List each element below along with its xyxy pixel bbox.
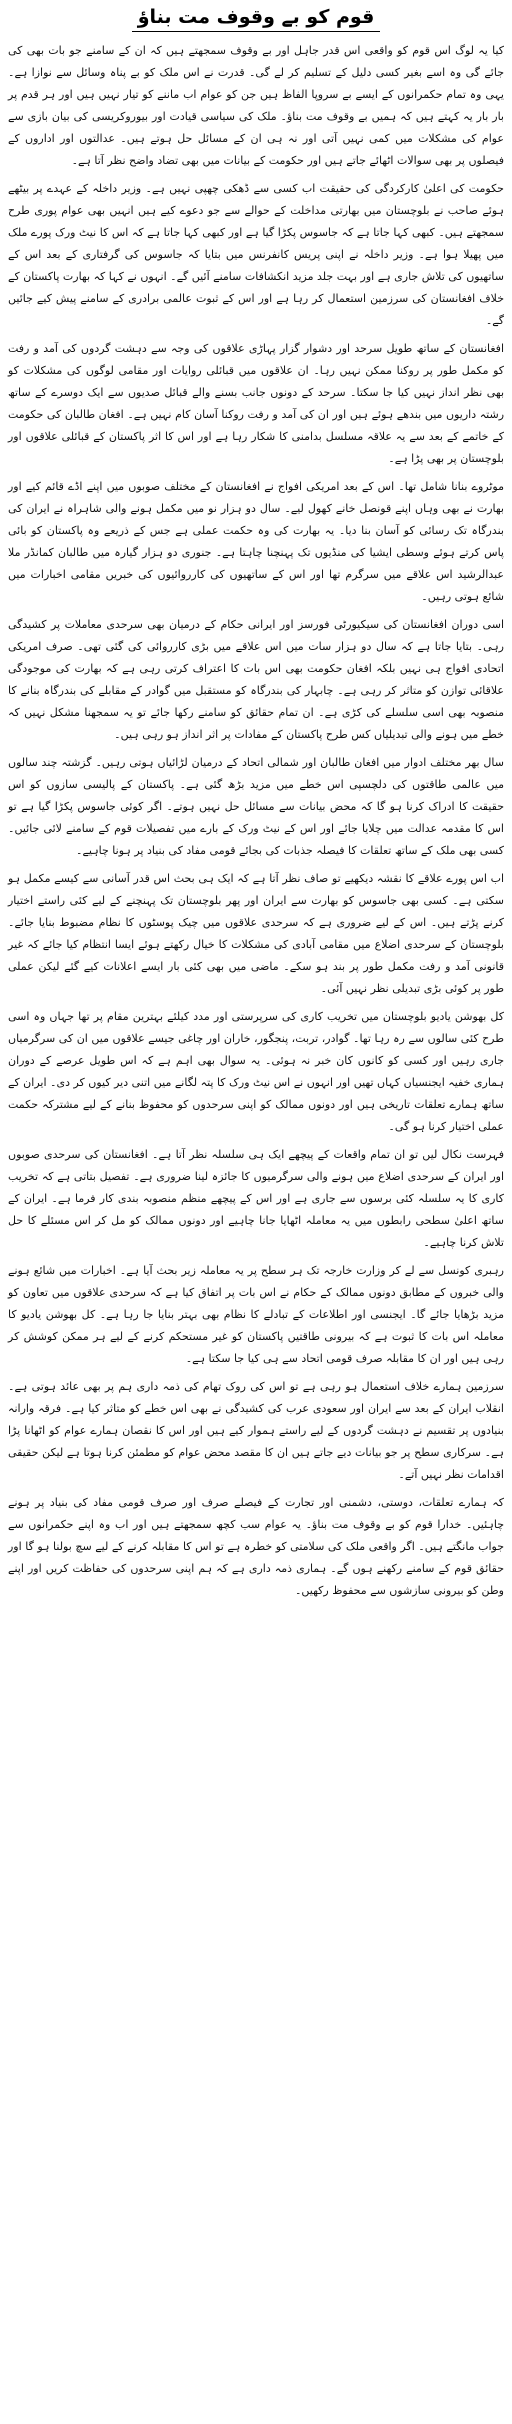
article-body (8, 40, 504, 1602)
article-paragraph: فہرست نکال لیں تو ان تمام واقعات کے پیچھے ایک ہی سلسلہ نظر آتا ہے۔ افغانستان کی سرحدی صوبوں اور ایران کے سرحدی اضلاع میں ہونے والی سرگرمیوں کا جائزہ لینا ضروری ہے۔ تفصیل بتاتی ہے کہ تخریب کاری کا یہ سلسلہ کئی برسوں سے جاری ہے اور اس کے پیچھے منظم منصوبہ بندی کار فرما ہے۔ ایران کے ساتھ اعلیٰ سطحی رابطوں میں یہ معاملہ اٹھایا جانا چاہیے اور دونوں ممالک کو مل کر اس مسئلے کا حل تلاش کرنا چاہیے۔ (8, 1148, 504, 1249)
article-paragraph: اسی دوران افغانستان کی سیکیورٹی فورسز اور ایرانی حکام کے درمیان بھی سرحدی معاملات پر کشیدگی رہی۔ بتایا جاتا ہے کہ سال دو ہزار سات میں اس علاقے میں بڑی کارروائی کی گئی تھی۔ صرف امریکی اتحادی افواج ہی نہیں بلکہ افغان حکومت بھی اس بات کا اعتراف کرتی رہی ہے کہ بھارت کی موجودگی علاقائی توازن کو متاثر کر رہی ہے۔ چابہار کی بندرگاہ کو مستقبل میں گوادر کے مقابلے کی بندرگاہ بنانے کا منصوبہ بھی اسی سلسلے کی کڑی ہے۔ ان تمام حقائق کو سامنے رکھا جائے تو یہ سمجھنا مشکل نہیں کہ خطے میں ہونے والی تبدیلیاں کس طرح پاکستان کے مفادات پر اثر انداز ہو رہی ہیں۔ (8, 618, 504, 741)
article-paragraph: حکومت کی اعلیٰ کارکردگی کی حقیقت اب کسی سے ڈھکی چھپی نہیں ہے۔ وزیر داخلہ کے عہدے پر بیٹھے ہوئے صاحب نے بلوچستان میں بھارتی مداخلت کے حوالے سے جو دعوے کیے ہیں انہیں بھی عوام پوری طرح سمجھتے ہیں۔ کبھی کہا جاتا ہے کہ جاسوس پکڑا گیا ہے اور کبھی کہا جاتا ہے کہ اس کا نیٹ ورک پورے ملک میں پھیلا ہوا ہے۔ وزیر داخلہ نے اپنی پریس کانفرنس میں بتایا کہ جاسوس کی گرفتاری کے بعد اس کے ساتھیوں کی تلاش جاری ہے اور بہت جلد مزید انکشافات سامنے آئیں گے۔ انہوں نے کہا کہ بھارت پاکستان کے خلاف افغانستان کی سرزمین استعمال کر رہا ہے اور اس کے ثبوت عالمی برادری کے سامنے پیش کیے جائیں گے۔ (8, 182, 504, 327)
article-paragraph: افغانستان کے ساتھ طویل سرحد اور دشوار گزار پہاڑی علاقوں کی وجہ سے دہشت گردوں کی آمد و رفت کو مکمل طور پر روکنا ممکن نہیں رہا۔ ان علاقوں میں قبائلی روایات اور مقامی لوگوں کی مشکلات کو بھی نظر انداز نہیں کیا جا سکتا۔ سرحد کے دونوں جانب بسنے والے قبائل صدیوں سے ایک دوسرے کے ساتھ رشتہ داریوں میں بندھے ہوئے ہیں اور ان کی آمد و رفت روکنا آسان کام نہیں ہے۔ افغان طالبان کی حکومت کے خاتمے کے بعد سے یہ علاقہ مسلسل بدامنی کا شکار رہا ہے اور اس کا اثر پاکستان کے قبائلی علاقوں اور بلوچستان پر بھی پڑا ہے۔ (8, 342, 504, 465)
article-paragraph: سال بھر مختلف ادوار میں افغان طالبان اور شمالی اتحاد کے درمیان لڑائیاں ہوتی رہیں۔ گزشتہ چند سالوں میں عالمی طاقتوں کی دلچسپی اس خطے میں مزید بڑھ گئی ہے۔ پاکستان کے پالیسی سازوں کو اس حقیقت کا ادراک کرنا ہو گا کہ محض بیانات سے مسائل حل نہیں ہوتے۔ اگر کوئی جاسوس پکڑا گیا ہے تو اس کا مقدمہ عدالت میں چلایا جائے اور اس کے نیٹ ورک کے بارے میں تفصیلات قوم کے سامنے لائی جائیں۔ کسی بھی ملک کے ساتھ تعلقات کا فیصلہ جذبات کی بجائے قومی مفاد کی بنیاد پر ہونا چاہیے۔ (8, 756, 504, 857)
article-paragraph: کل بھوشن یادیو بلوچستان میں تخریب کاری کی سرپرستی اور مدد کیلئے بہترین مقام پر تھا جہاں وہ اسی طرح کئی سالوں سے رہ رہا تھا۔ گوادر، تربت، پنجگور، خاران اور چاغی جیسے علاقوں میں ان کی سرگرمیاں جاری رہیں اور کسی کو کانوں کان خبر نہ ہوئی۔ یہ سوال بھی اہم ہے کہ اس طویل عرصے کے دوران ہماری خفیہ ایجنسیاں کہاں تھیں اور انہوں نے اس نیٹ ورک کا پتہ لگانے میں اتنی دیر کیوں کر دی۔ ایران کے ساتھ ہمارے تعلقات تاریخی ہیں اور دونوں ممالک کو اپنی سرحدوں کو محفوظ بنانے کے لیے مشترکہ حکمت عملی اختیار کرنا ہو گی۔ (8, 1010, 504, 1133)
headline-wrap (8, 6, 504, 32)
headline: قوم کو بے وقوف مت بناؤ (132, 6, 381, 32)
article-paragraph: اب اس پورے علاقے کا نقشہ دیکھیے تو صاف نظر آتا ہے کہ ایک ہی بحث اس قدر آسانی سے کیسے مکمل ہو سکتی ہے۔ کسی بھی جاسوس کو بھارت سے ایران اور پھر بلوچستان تک پہنچنے کے لیے کئی راستے اختیار کرنے پڑتے ہیں۔ اس کے لیے ضروری ہے کہ سرحدی علاقوں میں چیک پوسٹوں کا نظام مضبوط بنایا جائے۔ بلوچستان کے سرحدی اضلاع میں مقامی آبادی کی مشکلات کا خیال رکھتے ہوئے ایسا انتظام کیا جائے کہ غیر قانونی آمد و رفت مکمل طور پر بند ہو سکے۔ ماضی میں بھی کئی بار ایسے اعلانات کیے گئے لیکن عملی طور پر کوئی بڑی تبدیلی نظر نہیں آئی۔ (8, 872, 504, 995)
article-paragraph: رہبری کونسل سے لے کر وزارت خارجہ تک ہر سطح پر یہ معاملہ زیر بحث آیا ہے۔ اخبارات میں شائع ہونے والی خبروں کے مطابق دونوں ممالک کے حکام نے اس بات پر اتفاق کیا ہے کہ سرحدی علاقوں میں تعاون کو مزید بڑھایا جائے گا۔ ایجنسی اور اطلاعات کے تبادلے کا نظام بھی بہتر بنایا جا رہا ہے۔ کل بھوشن یادیو کا معاملہ اس بات کا ثبوت ہے کہ بیرونی طاقتیں پاکستان کو غیر مستحکم کرنے کے لیے ہر ممکن کوشش کر رہی ہیں اور ان کا مقابلہ صرف قومی اتحاد سے ہی کیا جا سکتا ہے۔ (8, 1264, 504, 1365)
article-paragraph: سرزمین ہمارے خلاف استعمال ہو رہی ہے تو اس کی روک تھام کی ذمہ داری ہم پر بھی عائد ہوتی ہے۔ انقلاب ایران کے بعد سے ایران اور سعودی عرب کی کشیدگی نے بھی اس خطے کو متاثر کیا ہے۔ فرقہ وارانہ بنیادوں پر تقسیم نے دہشت گردوں کے لیے راستے ہموار کیے ہیں اور اس کا نقصان ہمارے عوام کو اٹھانا پڑا ہے۔ سرکاری سطح پر جو بیانات دیے جاتے ہیں ان کا مقصد محض عوام کو مطمئن کرنا ہوتا ہے لیکن حقیقی اقدامات نظر نہیں آتے۔ (8, 1380, 504, 1481)
article-paragraph: کہ ہمارے تعلقات، دوستی، دشمنی اور تجارت کے فیصلے صرف اور صرف قومی مفاد کی بنیاد پر ہونے چاہئیں۔ خدارا قوم کو بے وقوف مت بناؤ۔ یہ عوام سب کچھ سمجھتے ہیں اور اب وہ اپنے حکمرانوں سے جواب مانگتے ہیں۔ اگر واقعی ملک کی سلامتی کو خطرہ ہے تو اس کا مقابلہ کرنے کے لیے سچ بولنا ہو گا اور حقائق قوم کے سامنے رکھنے ہوں گے۔ ہماری ذمہ داری ہے کہ ہم اپنی سرحدوں کی حفاظت کریں اور اپنے وطن کو بیرونی سازشوں سے محفوظ رکھیں۔ (8, 1496, 504, 1597)
article-paragraph: کیا یہ لوگ اس قوم کو واقعی اس قدر جاہل اور بے وقوف سمجھتے ہیں کہ ان کے سامنے جو بات بھی کی جائے گی وہ اسے بغیر کسی دلیل کے تسلیم کر لے گی۔ قدرت نے اس ملک کو بے پناہ وسائل سے نوازا ہے۔ یہی وہ تمام حکمرانوں کے ایسے بے سروپا الفاظ ہیں جن کو عوام اب ماننے کو تیار نہیں ہیں اور ہر قدم پر بار بار یہ کہتے ہیں کہ ہمیں بے وقوف مت بناؤ۔ ملک کی سیاسی قیادت اور بیوروکریسی کی بیان بازی سے عوام کی مشکلات میں کمی نہیں آتی اور نہ ہی ان کے مسائل حل ہوتے ہیں۔ عدالتوں اور اداروں کے فیصلوں پر بھی سوالات اٹھائے جاتے ہیں اور حکومت کے بیانات میں بھی تضاد واضح نظر آتا ہے۔ (8, 44, 504, 167)
article-paragraph: موٹروے بنانا شامل تھا۔ اس کے بعد امریکی افواج نے افغانستان کے مختلف صوبوں میں اپنے اڈے قائم کیے اور بھارت نے بھی وہاں اپنے قونصل خانے کھول لیے۔ سال دو ہزار نو میں مکمل ہونے والی شاہراہ نے ایران کی بندرگاہ تک رسائی کو آسان بنا دیا۔ یہ بھارت کی وہ حکمت عملی ہے جس کے ذریعے وہ پاکستان کو بائی پاس کرتے ہوئے وسطی ایشیا کی منڈیوں تک پہنچنا چاہتا ہے۔ جنوری دو ہزار گیارہ میں طالبان کمانڈر ملا عبدالرشید اس علاقے میں سرگرم تھا اور اس کے ساتھیوں کی کارروائیوں کی خبریں مقامی اخبارات میں شائع ہوتی رہیں۔ (8, 480, 504, 603)
